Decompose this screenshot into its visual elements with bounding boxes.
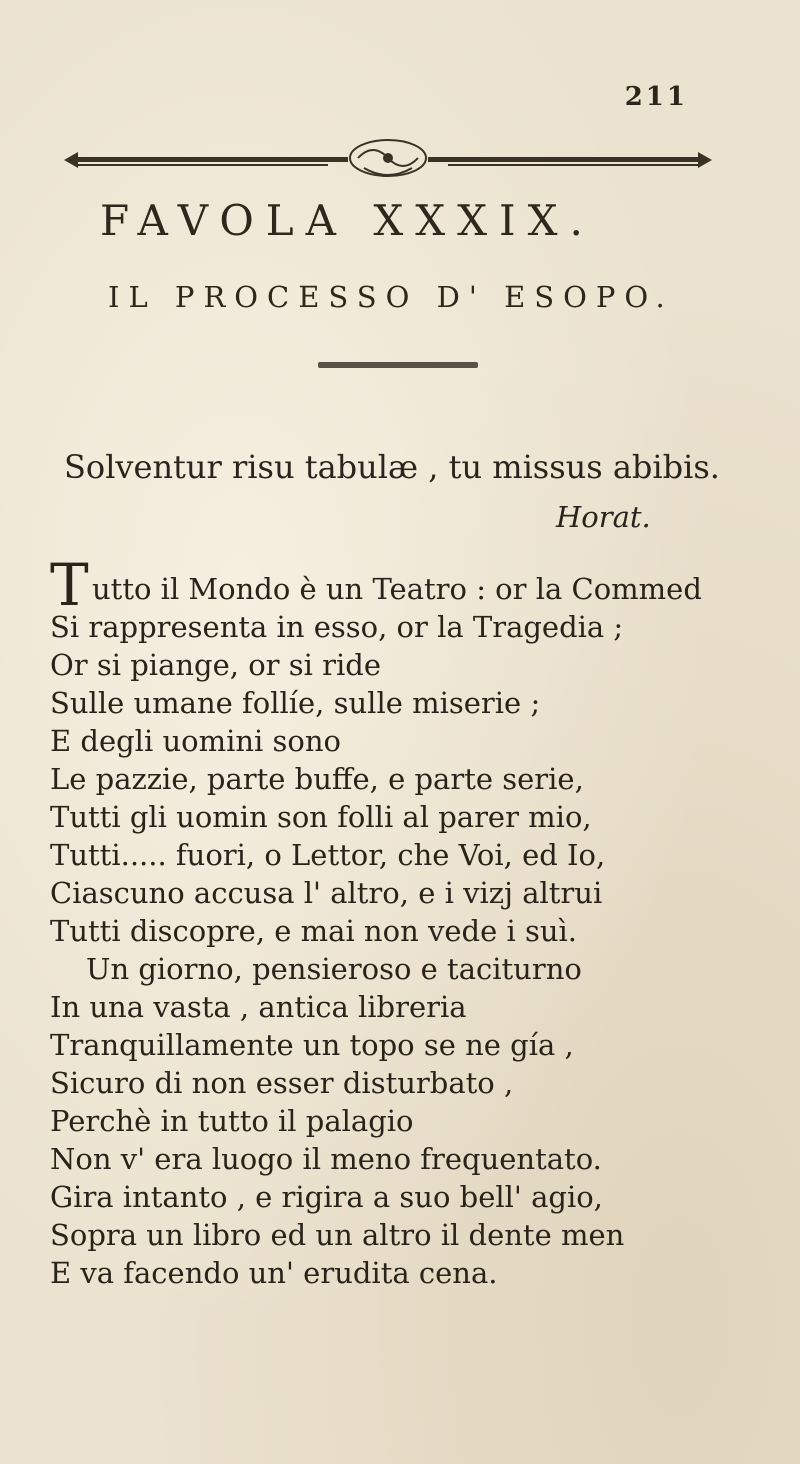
poem-line: Sicuro di non esser disturbato , bbox=[50, 1066, 514, 1100]
fable-title: FAVOLA XXXIX. bbox=[100, 196, 595, 245]
poem-line: In una vasta , antica libreria bbox=[50, 990, 467, 1024]
poem-first-line bbox=[50, 551, 750, 619]
poem-line: Tutti gli uomin son folli al parer mio, bbox=[50, 800, 592, 834]
poem-line: Ciascuno accusa l' altro, e i vizj altrui bbox=[50, 876, 603, 910]
poem-line: Non v' era luogo il meno frequentato. bbox=[50, 1142, 602, 1176]
poem-first-line-text: utto il Mondo è un Teatro : or la Commed bbox=[92, 572, 702, 606]
poem-line: E degli uomini sono bbox=[50, 724, 342, 758]
poem-line: Tutti..... fuori, o Lettor, che Voi, ed Io, bbox=[50, 838, 606, 872]
poem-line: Si rappresenta in esso, or la Tragedia ; bbox=[50, 610, 624, 644]
poem-line: Gira intanto , e rigira a suo bell' agio, bbox=[50, 1180, 603, 1214]
epigraph-quote: Solventur risu tabulæ , tu missus abibis. bbox=[64, 448, 720, 486]
poem-line: Perchè in tutto il palagio bbox=[50, 1104, 414, 1138]
poem-line: E va facendo un' erudita cena. bbox=[50, 1256, 498, 1290]
poem-line: Tutti discopre, e mai non vede i suì. bbox=[50, 914, 577, 948]
epigraph-author: Horat. bbox=[556, 500, 651, 534]
section-divider bbox=[318, 362, 478, 368]
poem-line: Sopra un libro ed un altro il dente men bbox=[50, 1218, 625, 1252]
poem-line: Un giorno, pensieroso e taciturno bbox=[86, 952, 582, 986]
fable-subtitle: IL PROCESSO D' ESOPO. bbox=[108, 280, 674, 314]
poem-line: Tranquillamente un topo se ne gía , bbox=[50, 1028, 574, 1062]
drop-cap: T bbox=[50, 551, 89, 619]
poem-line: Le pazzie, parte buffe, e parte serie, bbox=[50, 762, 584, 796]
poem-line: Sulle umane follíe, sulle miserie ; bbox=[50, 686, 541, 720]
decorative-ornament bbox=[58, 138, 718, 182]
page-number: 211 bbox=[624, 82, 688, 112]
poem-body bbox=[50, 551, 750, 1292]
poem-line: Or si piange, or si ride bbox=[50, 648, 381, 682]
